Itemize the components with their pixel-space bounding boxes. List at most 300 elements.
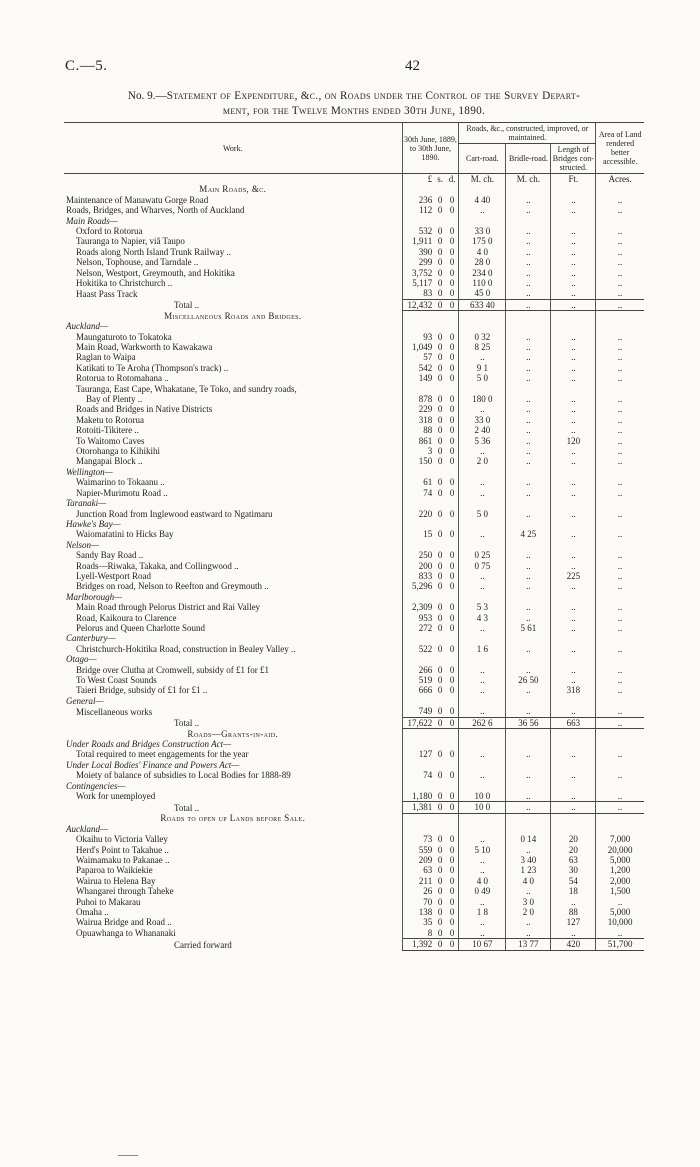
cell-cart: 180 0 xyxy=(459,394,506,404)
cell-s: 0 xyxy=(434,299,446,310)
row-work: Paparoa to Waikiekie xyxy=(76,865,153,876)
cell-s: 0 xyxy=(437,205,443,216)
cell-s: 0 xyxy=(437,927,443,938)
cell-d: 0 xyxy=(446,939,459,950)
cell-cart: 4 3 xyxy=(459,613,506,623)
cell-area: .. xyxy=(596,770,644,780)
cell-bridges: .. xyxy=(551,550,596,560)
cell-area xyxy=(596,540,644,550)
row-work: Rotoiti-Tikitere .. xyxy=(76,425,139,436)
unit-pounds: £ xyxy=(402,174,434,185)
cell-pounds: 1,911 xyxy=(402,236,434,246)
cell-cart: 5 0 xyxy=(459,509,506,519)
cell-d xyxy=(446,384,459,394)
cell-cart: .. xyxy=(459,404,506,414)
row-work: Under Roads and Bridges Construction Act— xyxy=(66,738,232,749)
table-row xyxy=(64,436,644,446)
cell-s xyxy=(434,467,446,477)
cell-area: 7,000 xyxy=(596,834,644,844)
cell-d: 0 xyxy=(449,236,455,247)
cell-bridges: .. xyxy=(551,749,596,759)
cell-area xyxy=(596,519,644,529)
cell-d: 0 xyxy=(446,299,459,310)
cell-cart: .. xyxy=(459,865,506,875)
cell-bridle: 1 23 xyxy=(506,865,551,875)
cell-area: .. xyxy=(596,602,644,612)
cell-area: .. xyxy=(596,456,644,466)
col-header-period: 30th June, 1889, to 30th June, 1890. xyxy=(402,123,459,174)
cell-area: .. xyxy=(596,529,644,539)
cell-d xyxy=(446,540,459,550)
cell-bridle: .. xyxy=(506,685,551,695)
row-work: Maintenance of Manawatu Gorge Road xyxy=(66,194,209,205)
cell-bridle: .. xyxy=(506,332,551,342)
cell-s: 0 xyxy=(437,550,443,561)
cell-bridges: .. xyxy=(551,675,596,685)
cell-bridges xyxy=(551,592,596,602)
cell-area xyxy=(596,633,644,643)
cell-pounds: 2,309 xyxy=(402,602,434,612)
cell-bridges: 88 xyxy=(551,907,596,917)
cell-bridges: .. xyxy=(551,299,596,310)
district-heading xyxy=(64,781,644,791)
cell-cart: .. xyxy=(459,205,506,215)
cell-bridges: .. xyxy=(551,288,596,299)
cell-d: 0 xyxy=(449,529,455,540)
cell-bridges: .. xyxy=(551,195,596,205)
total-row xyxy=(64,939,644,950)
cell-pounds xyxy=(402,760,434,770)
cell-pounds: 70 xyxy=(402,897,434,907)
cell-s: 0 xyxy=(437,581,443,592)
cell-area: .. xyxy=(596,342,644,352)
cell-cart xyxy=(459,760,506,770)
district-heading xyxy=(64,824,644,834)
cell-s: 0 xyxy=(437,570,443,581)
cell-d: 0 xyxy=(449,581,455,592)
cell-bridle: .. xyxy=(506,770,551,780)
cell-bridges: .. xyxy=(551,602,596,612)
table-row xyxy=(64,268,644,278)
row-work: Katikati to Te Aroha (Thompson's track) .. xyxy=(76,362,229,373)
cell-d xyxy=(446,760,459,770)
title-line-1 xyxy=(64,89,644,104)
cell-bridle: .. xyxy=(506,613,551,623)
cell-bridle xyxy=(506,321,551,331)
cell-bridle xyxy=(506,498,551,508)
cell-area: .. xyxy=(596,509,644,519)
cell-area: .. xyxy=(596,561,644,571)
cell-s xyxy=(434,654,446,664)
cell-bridges: .. xyxy=(551,477,596,487)
cell-area: .. xyxy=(596,477,644,487)
cell-bridle: .. xyxy=(506,928,551,939)
cell-area: .. xyxy=(596,425,644,435)
cell-bridges: .. xyxy=(551,509,596,519)
cell-d xyxy=(446,321,459,331)
cell-s: 0 xyxy=(437,394,443,405)
cell-cart: 5 36 xyxy=(459,436,506,446)
table-body xyxy=(64,174,644,951)
cell-cart: 4 40 xyxy=(459,195,506,205)
row-work: Nelson, Westport, Greymouth, and Hokitika xyxy=(76,267,235,278)
cell-s: 0 xyxy=(437,425,443,436)
cell-area: .. xyxy=(596,226,644,236)
cell-d: 0 xyxy=(449,706,455,717)
cell-area xyxy=(596,696,644,706)
cell-pounds: 250 xyxy=(402,550,434,560)
row-work: Canterbury— xyxy=(66,633,116,644)
cell-bridges: 663 xyxy=(551,717,596,728)
table-row xyxy=(64,226,644,236)
cell-bridle: .. xyxy=(506,226,551,236)
cell-area: .. xyxy=(596,665,644,675)
cell-cart xyxy=(459,633,506,643)
cell-bridle: 36 56 xyxy=(506,717,551,728)
cell-s: 0 xyxy=(437,477,443,488)
cell-d: 0 xyxy=(449,373,455,384)
total-row xyxy=(64,717,644,728)
cell-s: 0 xyxy=(437,834,443,845)
cell-cart: .. xyxy=(459,928,506,939)
cell-d: 0 xyxy=(446,802,459,813)
cell-bridle: .. xyxy=(506,278,551,288)
row-work: Wairua Bridge and Road .. xyxy=(76,917,172,928)
cell-area: .. xyxy=(596,404,644,414)
cell-bridle: .. xyxy=(506,509,551,519)
table-row xyxy=(64,384,644,394)
cell-cart xyxy=(459,519,506,529)
cell-s: 0 xyxy=(437,446,443,457)
table-row xyxy=(64,456,644,466)
cell-d: 0 xyxy=(449,664,455,675)
cell-bridges xyxy=(551,467,596,477)
cell-pounds: 150 xyxy=(402,456,434,466)
table-row xyxy=(64,288,644,299)
cell-d: 0 xyxy=(449,352,455,363)
cell-d: 0 xyxy=(449,865,455,876)
cell-s: 0 xyxy=(437,257,443,268)
cell-pounds: 211 xyxy=(402,876,434,886)
cell-bridle: .. xyxy=(506,665,551,675)
cell-cart: 28 0 xyxy=(459,257,506,267)
cell-cart: 0 75 xyxy=(459,561,506,571)
cell-area: .. xyxy=(596,706,644,717)
row-work: Omaha .. xyxy=(76,906,109,917)
cell-area: 51,700 xyxy=(596,939,644,950)
cell-area: .. xyxy=(596,488,644,498)
table-row xyxy=(64,415,644,425)
cell-area: .. xyxy=(596,236,644,246)
cell-bridges: 18 xyxy=(551,886,596,896)
cell-cart xyxy=(459,592,506,602)
header-row-1 xyxy=(64,123,644,144)
title-line-2: ment, for the Twelve Months ended 30th June, 1890. xyxy=(222,105,486,117)
cell-s: 0 xyxy=(437,664,443,675)
cell-area: .. xyxy=(596,299,644,310)
cell-s: 0 xyxy=(437,906,443,917)
cell-area: .. xyxy=(596,332,644,342)
cell-bridle: .. xyxy=(506,436,551,446)
row-work: Maketu to Rotorua xyxy=(76,414,144,425)
cell-bridges: 63 xyxy=(551,855,596,865)
row-work: Auckland— xyxy=(66,321,108,332)
cell-cart: .. xyxy=(459,477,506,487)
cell-pounds xyxy=(402,781,434,791)
row-work: Bay of Plenty .. xyxy=(86,394,143,405)
cell-cart: 10 67 xyxy=(459,939,506,950)
cell-d xyxy=(446,498,459,508)
cell-pounds xyxy=(402,384,434,394)
cell-s xyxy=(434,321,446,331)
cell-bridges xyxy=(551,321,596,331)
col-header-work: Work. xyxy=(64,123,402,174)
cell-s: 0 xyxy=(437,362,443,373)
cell-area: .. xyxy=(596,802,644,813)
cell-bridle: .. xyxy=(506,373,551,383)
cell-bridle: .. xyxy=(506,488,551,498)
total-row xyxy=(64,802,644,813)
unit-cart: M. ch. xyxy=(459,174,506,185)
cell-pounds: 26 xyxy=(402,886,434,896)
cell-bridges: .. xyxy=(551,342,596,352)
row-work: Moiety of balance of subsidies to Local Bodies for 1888-89 xyxy=(76,770,291,781)
page-header xyxy=(65,58,638,80)
cell-area: .. xyxy=(596,352,644,362)
cell-bridle xyxy=(506,519,551,529)
cell-bridle xyxy=(506,696,551,706)
cell-pounds: 266 xyxy=(402,665,434,675)
cell-bridle xyxy=(506,739,551,749)
cell-bridle: .. xyxy=(506,257,551,267)
cell-bridges: .. xyxy=(551,665,596,675)
district-heading xyxy=(64,696,644,706)
cell-pounds: 149 xyxy=(402,373,434,383)
cell-bridle: .. xyxy=(506,352,551,362)
row-work: Wairua to Helena Bay xyxy=(76,875,156,886)
row-work: Work for unemployed xyxy=(76,791,156,802)
table-row xyxy=(64,749,644,759)
cell-cart: .. xyxy=(459,529,506,539)
cell-bridle: .. xyxy=(506,342,551,352)
cell-cart: .. xyxy=(459,352,506,362)
cell-cart: .. xyxy=(459,623,506,633)
table-row xyxy=(64,644,644,654)
cell-bridges: .. xyxy=(551,456,596,466)
cell-cart: 2 40 xyxy=(459,425,506,435)
row-work: Main Road, Warkworth to Kawakawa xyxy=(76,342,213,352)
cell-area xyxy=(596,781,644,791)
cell-s: 0 xyxy=(437,331,443,342)
cell-cart: 8 25 xyxy=(459,342,506,352)
table-row xyxy=(64,394,644,404)
cell-s xyxy=(434,781,446,791)
cell-bridges: .. xyxy=(551,205,596,215)
cell-cart: 175 0 xyxy=(459,236,506,246)
cell-bridges: .. xyxy=(551,529,596,539)
cell-area: .. xyxy=(596,278,644,288)
cell-cart xyxy=(459,824,506,834)
cell-d: 0 xyxy=(449,602,455,613)
row-work: Junction Road from Inglewood eastward to Ngatimaru xyxy=(76,508,273,519)
cell-pounds: 17,622 xyxy=(402,717,434,728)
table-row xyxy=(64,613,644,623)
cell-bridges xyxy=(551,654,596,664)
cell-pounds xyxy=(402,654,434,664)
row-work: Nelson— xyxy=(66,539,100,550)
cell-bridges: .. xyxy=(551,268,596,278)
cell-pounds: 666 xyxy=(402,685,434,695)
cell-pounds: 200 xyxy=(402,561,434,571)
cell-d: 0 xyxy=(449,560,455,571)
cell-pounds: 35 xyxy=(402,917,434,927)
table-row xyxy=(64,561,644,571)
row-work: Roads—Riwaka, Takaka, and Collingwood .. xyxy=(76,560,239,571)
cell-bridle xyxy=(506,540,551,550)
table-row xyxy=(64,550,644,560)
cell-bridges: .. xyxy=(551,226,596,236)
cell-bridle: .. xyxy=(506,288,551,299)
cell-d: 0 xyxy=(446,717,459,728)
cell-bridle: 4 25 xyxy=(506,529,551,539)
cell-pounds: 93 xyxy=(402,332,434,342)
cell-cart: 262 6 xyxy=(459,717,506,728)
cell-bridges: .. xyxy=(551,425,596,435)
cell-pounds: 749 xyxy=(402,706,434,717)
cell-s: 0 xyxy=(437,886,443,897)
cell-d: 0 xyxy=(449,446,455,457)
cell-pounds xyxy=(402,592,434,602)
cell-bridges: .. xyxy=(551,332,596,342)
col-header-area: Area of Land rendered better accessible. xyxy=(596,123,644,174)
cell-bridle: .. xyxy=(506,363,551,373)
cell-area xyxy=(596,498,644,508)
table-row xyxy=(64,446,644,456)
cell-s xyxy=(434,216,446,226)
cell-area: .. xyxy=(596,268,644,278)
cell-bridges: .. xyxy=(551,613,596,623)
table-row xyxy=(64,706,644,717)
cell-d xyxy=(446,781,459,791)
row-work: Otorohanga to Kihikihi xyxy=(76,446,160,457)
cell-pounds: 83 xyxy=(402,288,434,299)
district-heading xyxy=(64,540,644,550)
row-work: Taranaki— xyxy=(66,498,107,509)
cell-cart: 5 3 xyxy=(459,602,506,612)
district-heading xyxy=(64,498,644,508)
cell-d: 0 xyxy=(449,435,455,446)
cell-s: 0 xyxy=(437,685,443,696)
cell-pounds: 5,296 xyxy=(402,581,434,591)
cell-d xyxy=(446,739,459,749)
cell-d: 0 xyxy=(449,854,455,865)
table-row xyxy=(64,363,644,373)
row-work: Maungaturoto to Tokatoka xyxy=(76,331,172,342)
cell-cart: 2 0 xyxy=(459,456,506,466)
cell-cart: 633 40 xyxy=(459,299,506,310)
cell-pounds: 559 xyxy=(402,845,434,855)
cell-bridle xyxy=(506,654,551,664)
cell-pounds: 138 xyxy=(402,907,434,917)
footer-rule xyxy=(118,1155,138,1156)
table-row xyxy=(64,205,644,215)
cell-cart: .. xyxy=(459,581,506,591)
cell-s: 0 xyxy=(437,404,443,415)
cell-cart: 0 49 xyxy=(459,886,506,896)
cell-cart xyxy=(459,321,506,331)
cell-pounds: 878 xyxy=(402,394,434,404)
cell-s: 0 xyxy=(434,802,446,813)
cell-d: 0 xyxy=(449,675,455,685)
table-row xyxy=(64,675,644,685)
cell-cart: 0 32 xyxy=(459,332,506,342)
table-row xyxy=(64,602,644,612)
cell-s: 0 xyxy=(437,414,443,425)
cell-pounds xyxy=(402,498,434,508)
cell-area: .. xyxy=(596,373,644,383)
table-row xyxy=(64,247,644,257)
cell-bridges: .. xyxy=(551,446,596,456)
cell-bridle: .. xyxy=(506,845,551,855)
cell-bridle: .. xyxy=(506,205,551,215)
row-work: Total .. xyxy=(174,300,200,311)
cell-cart xyxy=(459,384,506,394)
cell-area xyxy=(596,467,644,477)
table-row xyxy=(64,865,644,875)
cell-bridges xyxy=(551,216,596,226)
page-number: 42 xyxy=(405,58,420,74)
cell-bridle: .. xyxy=(506,602,551,612)
cell-cart: .. xyxy=(459,706,506,717)
cell-bridle: 26 50 xyxy=(506,675,551,685)
cell-bridle: 5 61 xyxy=(506,623,551,633)
section-heading-text: Roads—Grants-in-aid. xyxy=(187,728,279,739)
cell-area: .. xyxy=(596,749,644,759)
cell-d: 0 xyxy=(449,477,455,488)
cell-bridges: .. xyxy=(551,415,596,425)
cell-bridges xyxy=(551,384,596,394)
cell-s: 0 xyxy=(437,706,443,717)
cell-area: .. xyxy=(596,288,644,299)
cell-cart xyxy=(459,696,506,706)
cell-cart: 1 6 xyxy=(459,644,506,654)
cell-area: .. xyxy=(596,436,644,446)
cell-s xyxy=(434,824,446,834)
cell-bridges xyxy=(551,760,596,770)
table-row xyxy=(64,623,644,633)
cell-d xyxy=(446,592,459,602)
cell-s: 0 xyxy=(437,790,443,801)
cell-area: .. xyxy=(596,791,644,802)
table-row xyxy=(64,876,644,886)
cell-bridle: .. xyxy=(506,268,551,278)
cell-area: .. xyxy=(596,257,644,267)
cell-s: 0 xyxy=(437,267,443,278)
cell-bridle xyxy=(506,781,551,791)
cell-d: 0 xyxy=(449,749,455,760)
cell-s: 0 xyxy=(437,278,443,289)
row-work: To Waitomo Caves xyxy=(76,435,145,446)
cell-s: 0 xyxy=(437,896,443,907)
cell-cart: 45 0 xyxy=(459,288,506,299)
cell-cart: 33 0 xyxy=(459,415,506,425)
cell-cart: .. xyxy=(459,665,506,675)
cell-cart: 5 10 xyxy=(459,845,506,855)
cell-d: 0 xyxy=(449,906,455,917)
section-heading xyxy=(64,729,644,739)
cell-s: 0 xyxy=(437,456,443,467)
cell-d: 0 xyxy=(449,342,455,352)
